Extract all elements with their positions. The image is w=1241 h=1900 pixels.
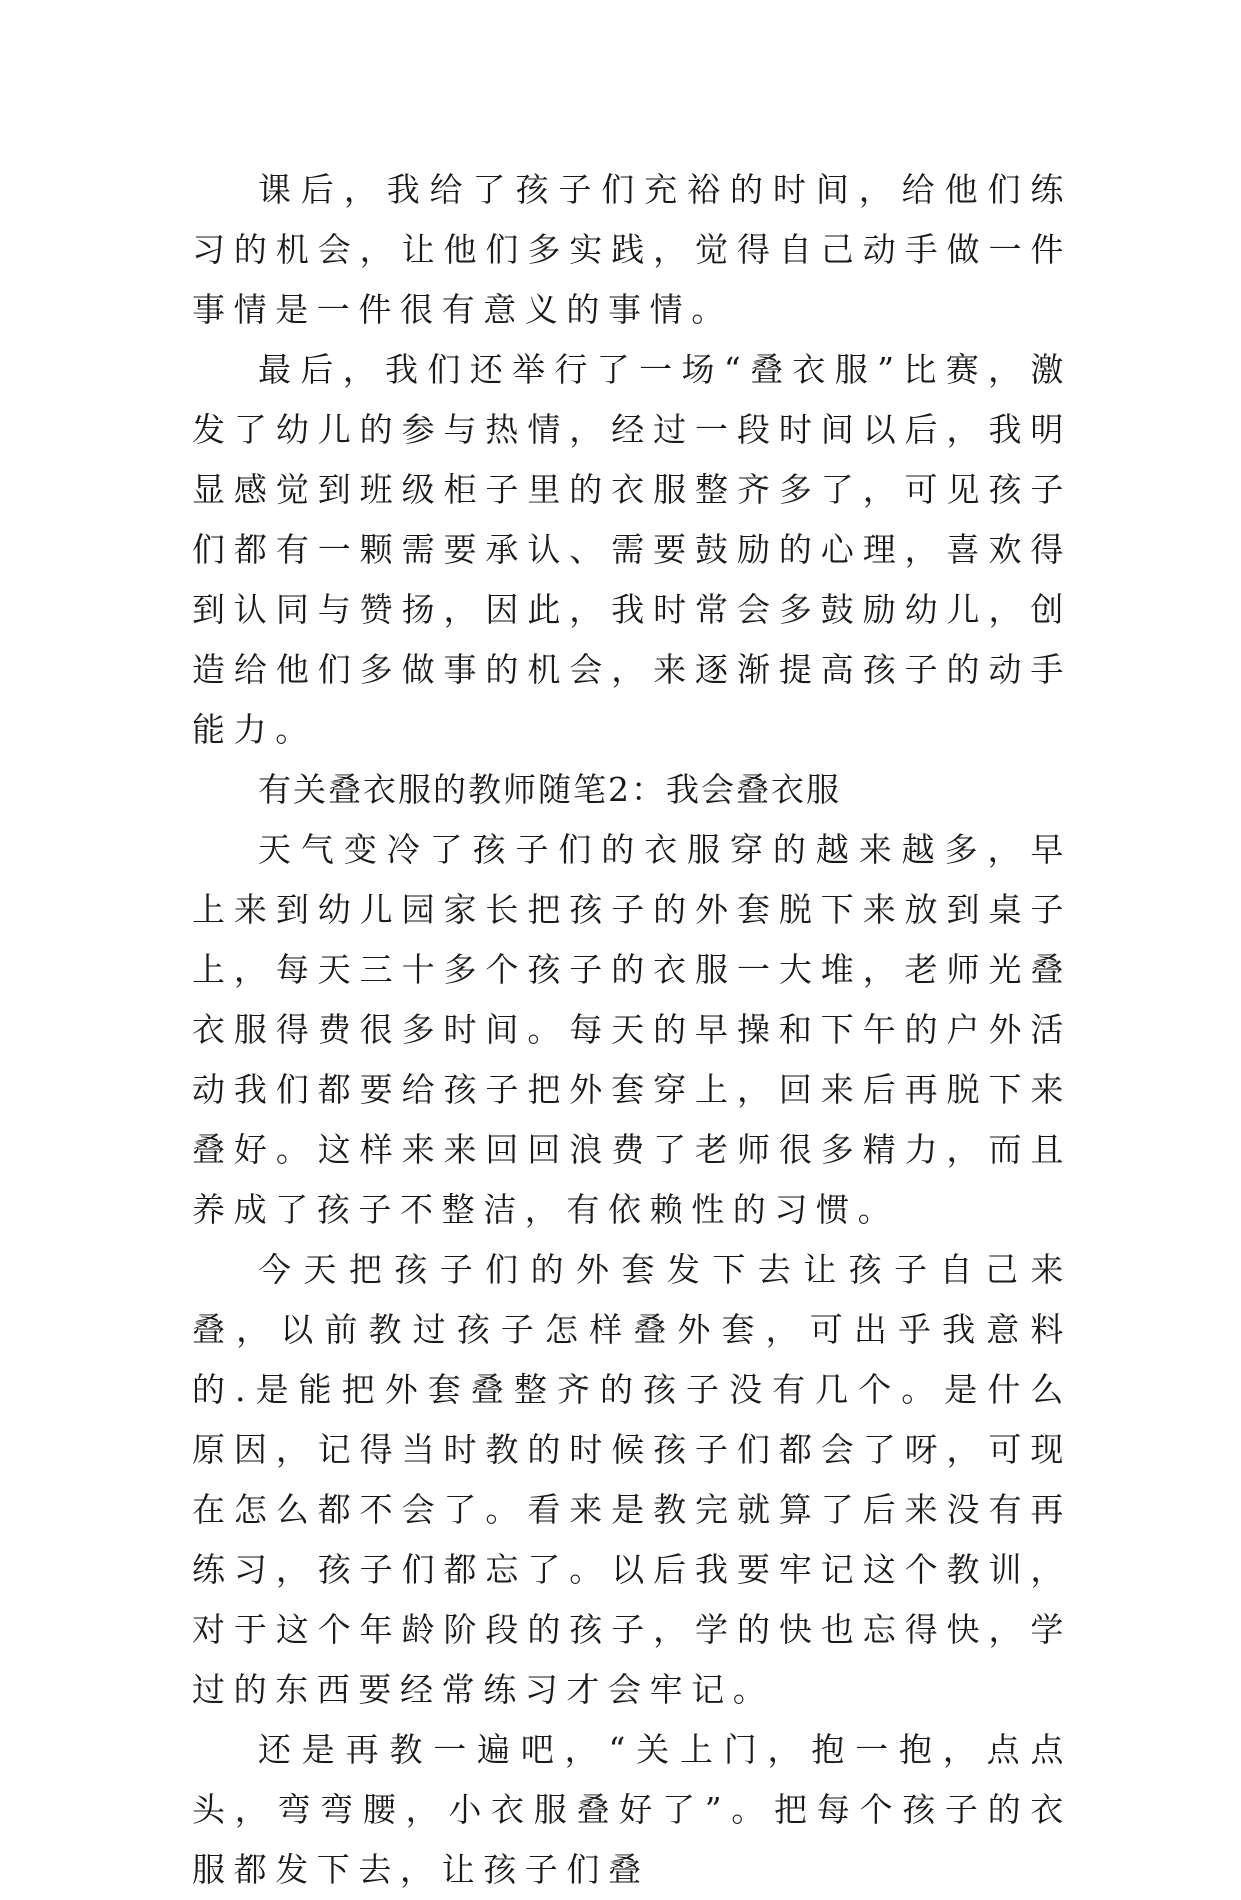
paragraph-competition: 最后，我们还举行了一场“叠衣服”比赛，激发了幼儿的参与热情，经过一段时间以后，我明显感觉到班级柜子里的衣服整齐多了，可见孩子们都有一颗需要承认、需要鼓励的心理，喜欢得到认同与赞扬，因此，我时常会多鼓励幼儿，创造给他们多做事的机会，来逐渐提高孩子的动手能力。 [192,350,1072,749]
paragraph-weather: 天气变冷了孩子们的衣服穿的越来越多，早上来到幼儿园家长把孩子的外套脱下来放到桌子上，每天三十多个孩子的衣服一大堆，老师光叠衣服得费很多时间。每天的早操和下午的户外活动我们都要给孩子把外套穿上，回来后再脱下来叠好。这样来来回回浪费了老师很多精力，而且养成了孩子不整洁，有依赖性的习惯。 [192,830,1072,1229]
paragraph-teach-again: 还是再教一遍吧，“关上门，抱一抱，点点头，弯弯腰，小衣服叠好了”。把每个孩子的衣服都发下去，让孩子们叠 [192,1730,1072,1889]
document-body [192,160,1072,1900]
section-heading: 有关叠衣服的教师随笔2：我会叠衣服 [258,770,841,809]
paragraph-after-class: 课后，我给了孩子们充裕的时间，给他们练习的机会，让他们多实践，觉得自己动手做一件事情是一件很有意义的事情。 [192,170,1072,329]
paragraph-today: 今天把孩子们的外套发下去让孩子自己来叠，以前教过孩子怎样叠外套，可出乎我意料的.是能把外套叠整齐的孩子没有几个。是什么原因，记得当时教的时候孩子们都会了呀，可现在怎么都不会了。看来是教完就算了后来没有再练习，孩子们都忘了。以后我要牢记这个教训，对于这个年龄阶段的孩子，学的快也忘得快，学过的东西要经常练习才会牢记。 [192,1250,1072,1709]
